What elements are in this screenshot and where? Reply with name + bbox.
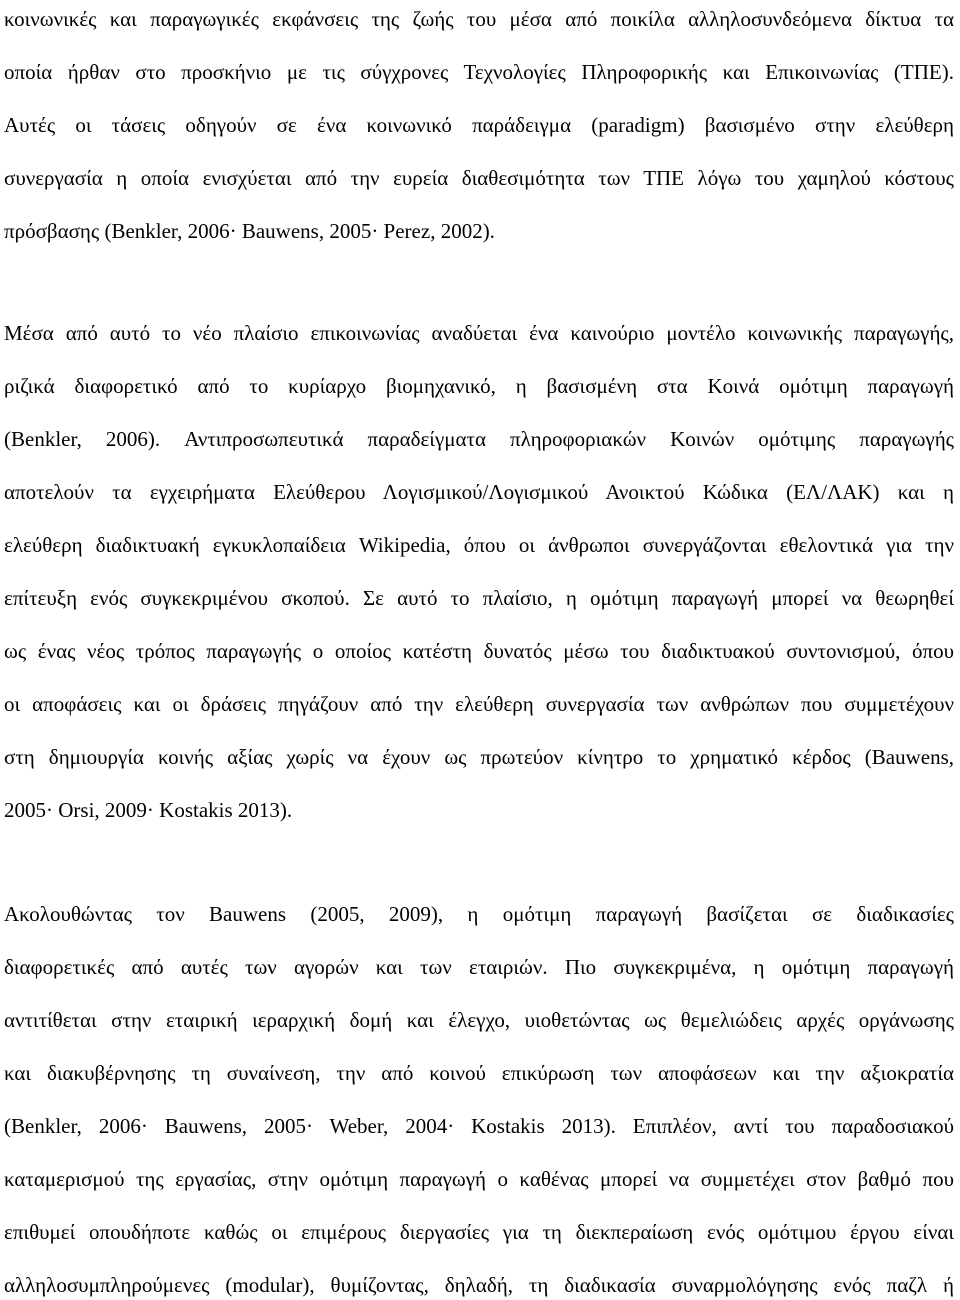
text-line: Μέσα από αυτό το νέο πλαίσιο επικοινωνίας αναδύεται ένα καινούριο μοντέλο κοινωνικής παραγωγής,	[4, 321, 954, 345]
text-line: διαφορετικές από αυτές των αγορών και των εταιριών. Πιο συγκεκριμένα, η ομότιμη παραγωγή	[4, 955, 954, 979]
text-line: επιθυμεί οπουδήποτε καθώς οι επιμέρους διεργασίες για τη διεκπεραίωση ενός ομότιμου έργου είναι	[4, 1220, 954, 1244]
text-line: συνεργασία η οποία ενισχύεται από την ευρεία διαθεσιμότητα των ΤΠΕ λόγω του χαμηλού κόστους	[4, 166, 954, 190]
text-line: αντιτίθεται στην εταιρική ιεραρχική δομή και έλεγχο, υιοθετώντας ως θεμελιώδεις αρχές οργάνωσης	[4, 1008, 954, 1032]
text-line: κοινωνικές και παραγωγικές εκφάνσεις της ζωής του μέσα από ποικίλα αλληλοσυνδεόμενα δίκτυα τα	[4, 7, 954, 31]
text-line: (Benkler, 2006· Bauwens, 2005· Weber, 2004· Kostakis 2013). Επιπλέον, αντί του παραδοσιακού	[4, 1114, 954, 1138]
text-line: ριζικά διαφορετικό από το κυρίαρχο βιομηχανικό, η βασισμένη στα Κοινά ομότιμη παραγωγή	[4, 374, 954, 398]
text-line: επίτευξη ενός συγκεκριμένου σκοπού. Σε αυτό το πλαίσιο, η ομότιμη παραγωγή μπορεί να θεωρηθεί	[4, 586, 954, 610]
text-line: αλληλοσυμπληρούμενες (modular), θυμίζοντας, δηλαδή, τη διαδικασία συναρμολόγησης ενός παζλ ή	[4, 1273, 954, 1297]
text-line: ελεύθερη διαδικτυακή εγκυκλοπαίδεια Wikipedia, όπου οι άνθρωποι συνεργάζονται εθελοντικά για την	[4, 533, 954, 557]
text-line: στη δημιουργία κοινής αξίας χωρίς να έχουν ως πρωτεύον κίνητρο το χρηματικό κέρδος (Bauwens,	[4, 745, 954, 769]
text-line: οποία ήρθαν στο προσκήνιο με τις σύγχρονες Τεχνολογίες Πληροφορικής και Επικοινωνίας (ΤΠΕ).	[4, 60, 954, 84]
text-line: (Benkler, 2006). Αντιπροσωπευτικά παραδείγματα πληροφοριακών Κοινών ομότιμης παραγωγής	[4, 427, 954, 451]
text-line: καταμερισμού της εργασίας, στην ομότιμη παραγωγή ο καθένας μπορεί να συμμετέχει στον βαθμό που	[4, 1167, 954, 1191]
text-line: και διακυβέρνησης τη συναίνεση, την από κοινού επικύρωση των αποφάσεων και την αξιοκρατία	[4, 1061, 954, 1085]
text-line: αποτελούν τα εγχειρήματα Ελεύθερου Λογισμικού/Λογισμικού Ανοικτού Κώδικα (ΕΛ/ΛΑΚ) και η	[4, 480, 954, 504]
text-line: πρόσβασης (Benkler, 2006· Bauwens, 2005· Perez, 2002).	[4, 219, 495, 243]
text-line: ως ένας νέος τρόπος παραγωγής ο οποίος κατέστη δυνατός μέσω του διαδικτυακού συντονισμού, όπου	[4, 639, 954, 663]
text-line: Αυτές οι τάσεις οδηγούν σε ένα κοινωνικό παράδειγμα (paradigm) βασισμένο στην ελεύθερη	[4, 113, 954, 137]
text-line: Ακολουθώντας τον Bauwens (2005, 2009), η ομότιμη παραγωγή βασίζεται σε διαδικασίες	[4, 902, 954, 926]
text-line: οι αποφάσεις και οι δράσεις πηγάζουν από την ελεύθερη συνεργασία των ανθρώπων που συμμετέχουν	[4, 692, 954, 716]
text-line: 2005· Orsi, 2009· Kostakis 2013).	[4, 798, 293, 822]
